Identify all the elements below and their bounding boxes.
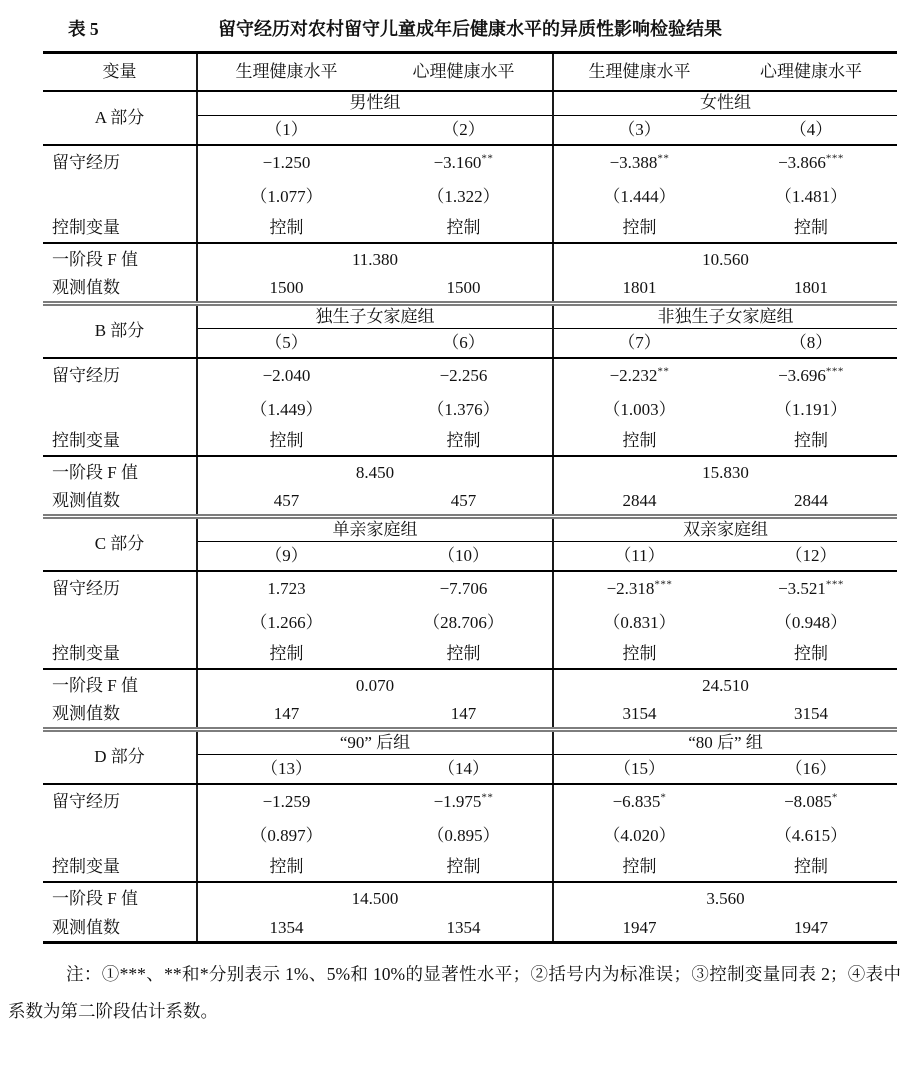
fstat-right: 3.560 [706,888,745,908]
obs-cell: 3154 [553,702,725,730]
panel-c-group-row [43,517,897,542]
se-cell: （0.831） [603,612,676,632]
obs-cell: 1500 [197,276,375,304]
fstat-left: 0.070 [197,669,553,702]
panel-a-group-left: 男性组 [197,91,553,116]
se-cell: （28.706） [375,606,553,640]
coef-cell [375,358,553,393]
controls-cell: 控制 [553,214,725,243]
row-label-coef: 留守经历 [43,571,197,606]
panel-b-fstat-row [43,456,897,489]
model-number: （12） [725,542,897,571]
significance-stars: *** [654,578,673,591]
se-cell: （1.481） [774,186,848,206]
controls-cell: 控制 [725,640,897,669]
panel-a-label: A 部分 [43,91,197,145]
row-label-controls: 控制变量 [43,640,197,669]
panel-d-label: D 部分 [43,730,197,784]
coef-cell [553,145,725,180]
table-number: 表 5 [68,19,99,39]
fstat-right: 10.560 [702,249,749,269]
header-physical-health-2: 生理健康水平 [553,53,725,91]
coef-cell [553,358,725,393]
coef-value: −1.975 [433,791,482,811]
significance-stars: ** [657,152,670,165]
panel-b-group-left: 独生子女家庭组 [197,304,553,329]
fstat-left: 8.450 [197,456,553,489]
model-number: （5） [197,329,375,358]
coef-cell [725,145,897,180]
controls-cell: 控制 [197,427,375,456]
coef-cell [725,571,897,606]
panel-c-fstat-row [43,669,897,702]
coef-value: −8.085 [784,791,832,811]
panel-d-controls-row [43,853,897,882]
coef-value: −3.160 [433,152,482,172]
se-cell: （1.266） [250,612,323,632]
significance-stars: *** [825,152,844,165]
row-label-fstat: 一阶段 F 值 [43,882,197,915]
coef-cell [197,784,375,819]
model-number: （1） [197,116,375,145]
controls-cell: 控制 [553,427,725,456]
panel-c-se-row [43,606,897,640]
row-label-controls: 控制变量 [43,853,197,882]
coef-cell [553,571,725,606]
obs-cell: 457 [197,489,375,517]
panel-b-group-row [43,304,897,329]
coef-value: −3.388 [609,152,658,172]
se-cell: （4.020） [603,825,676,845]
header-variable: 变量 [43,53,197,91]
row-label-empty [43,606,197,640]
significance-stars: ** [481,791,494,804]
se-cell: （1.077） [250,186,323,206]
controls-cell: 控制 [375,853,553,882]
header-mental-health-1: 心理健康水平 [375,53,553,91]
panel-a-controls-row [43,214,897,243]
obs-cell: 2844 [725,489,897,517]
row-label-coef: 留守经历 [43,145,197,180]
controls-cell: 控制 [553,640,725,669]
obs-cell: 2844 [553,489,725,517]
fstat-left: 14.500 [197,882,553,915]
panel-b-obs-row [43,489,897,517]
fstat-right: 15.830 [702,462,749,482]
controls-cell: 控制 [197,853,375,882]
controls-cell: 控制 [725,214,897,243]
coef-value: −2.040 [262,365,311,385]
coef-value: −6.835 [612,791,661,811]
panel-d-fstat-row [43,882,897,915]
table-title: 留守经历对农村留守儿童成年后健康水平的异质性影响检验结果 [218,19,722,39]
significance-stars: * [660,791,667,804]
panel-a-group-row [43,91,897,116]
panel-a-obs-row [43,276,897,304]
coef-value: −3.521 [778,578,826,598]
coef-value: −1.259 [262,791,311,811]
panel-b-label: B 部分 [43,304,197,358]
obs-cell: 1500 [375,276,553,304]
panel-a [43,91,897,304]
coef-value: −3.866 [778,152,826,172]
obs-cell: 457 [375,489,553,517]
se-cell: （1.449） [250,399,323,419]
obs-cell: 3154 [725,702,897,730]
panel-d-obs-row [43,915,897,943]
obs-cell: 1947 [553,915,725,943]
panel-b-se-row [43,393,897,427]
panel-d [43,730,897,943]
obs-cell: 147 [375,702,553,730]
controls-cell: 控制 [375,427,553,456]
significance-stars: * [831,791,838,804]
row-label-controls: 控制变量 [43,427,197,456]
coef-value: −3.696 [778,365,826,385]
se-cell: （1.003） [603,399,676,419]
model-number: （3） [553,116,725,145]
table-footnote: 注：①***、**和*分别表示 1%、5%和 10%的显著性水平；②括号内为标准误；③控制变量同表 2；④表中系数为第二阶段估计系数。 [8,964,901,1021]
model-number: （8） [725,329,897,358]
panel-d-coef-row [43,784,897,819]
coef-cell [197,571,375,606]
controls-cell: 控制 [375,640,553,669]
se-cell: （1.191） [774,399,848,419]
se-cell: （1.376） [375,393,553,427]
panel-c [43,517,897,730]
significance-stars: *** [825,365,844,378]
fstat-left: 11.380 [197,243,553,276]
controls-cell: 控制 [725,427,897,456]
panel-c-group-right: 双亲家庭组 [553,517,897,542]
table-caption [43,14,897,44]
panel-a-se-row [43,180,897,214]
panel-b-coef-row [43,358,897,393]
obs-cell: 1801 [725,276,897,304]
se-cell: （1.322） [375,180,553,214]
se-cell: （4.615） [774,825,848,845]
controls-cell: 控制 [197,214,375,243]
row-label-obs: 观测值数 [43,276,197,304]
obs-cell: 1947 [725,915,897,943]
significance-stars: ** [657,365,670,378]
coef-cell [375,145,553,180]
model-number: （9） [197,542,375,571]
model-number: （4） [725,116,897,145]
controls-cell: 控制 [375,214,553,243]
panel-b [43,304,897,517]
model-number: （13） [197,755,375,784]
model-number: （10） [375,542,553,571]
model-number: （16） [725,755,897,784]
panel-c-obs-row [43,702,897,730]
panel-a-coef-row [43,145,897,180]
panel-d-group-left: “90” 后组 [197,730,553,755]
coef-value: −1.250 [262,152,311,172]
row-label-empty [43,180,197,214]
panel-c-group-left: 单亲家庭组 [197,517,553,542]
coef-cell [197,145,375,180]
model-number: （7） [553,329,725,358]
obs-cell: 1801 [553,276,725,304]
se-cell: （0.948） [774,612,848,632]
model-number: （2） [375,116,553,145]
coef-cell [197,358,375,393]
row-label-controls: 控制变量 [43,214,197,243]
model-number: （14） [375,755,553,784]
model-number: （6） [375,329,553,358]
row-label-coef: 留守经历 [43,784,197,819]
header-row [43,53,897,91]
panel-b-group-right: 非独生子女家庭组 [553,304,897,329]
coef-cell [375,571,553,606]
panel-d-group-row [43,730,897,755]
panel-d-group-right: “80 后” 组 [553,730,897,755]
row-label-fstat: 一阶段 F 值 [43,456,197,489]
header-physical-health-1: 生理健康水平 [197,53,375,91]
coef-value: −2.232 [609,365,658,385]
se-cell: （1.444） [603,186,676,206]
controls-cell: 控制 [553,853,725,882]
coef-value: 1.723 [267,578,306,598]
controls-cell: 控制 [197,640,375,669]
heterogeneity-results-table [43,51,897,944]
coef-value: −2.256 [439,365,488,385]
row-label-empty [43,393,197,427]
header-mental-health-2: 心理健康水平 [725,53,897,91]
panel-a-fstat-row [43,243,897,276]
model-number: （15） [553,755,725,784]
coef-cell [553,784,725,819]
panel-b-controls-row [43,427,897,456]
row-label-obs: 观测值数 [43,489,197,517]
coef-value: −7.706 [439,578,488,598]
model-number: （11） [553,542,725,571]
coef-cell [725,784,897,819]
panel-a-group-right: 女性组 [553,91,897,116]
controls-cell: 控制 [725,853,897,882]
obs-cell: 1354 [197,915,375,943]
coef-cell [375,784,553,819]
fstat-right: 24.510 [702,675,749,695]
row-label-fstat: 一阶段 F 值 [43,243,197,276]
row-label-obs: 观测值数 [43,915,197,943]
panel-c-label: C 部分 [43,517,197,571]
row-label-empty [43,819,197,853]
obs-cell: 147 [197,702,375,730]
significance-stars: ** [481,152,494,165]
obs-cell: 1354 [375,915,553,943]
coef-value: −2.318 [606,578,655,598]
panel-c-controls-row [43,640,897,669]
se-cell: （0.895） [375,819,553,853]
significance-stars: *** [825,578,844,591]
row-label-coef: 留守经历 [43,358,197,393]
panel-c-coef-row [43,571,897,606]
row-label-fstat: 一阶段 F 值 [43,669,197,702]
coef-cell [725,358,897,393]
panel-d-se-row [43,819,897,853]
row-label-obs: 观测值数 [43,702,197,730]
se-cell: （0.897） [250,825,323,845]
